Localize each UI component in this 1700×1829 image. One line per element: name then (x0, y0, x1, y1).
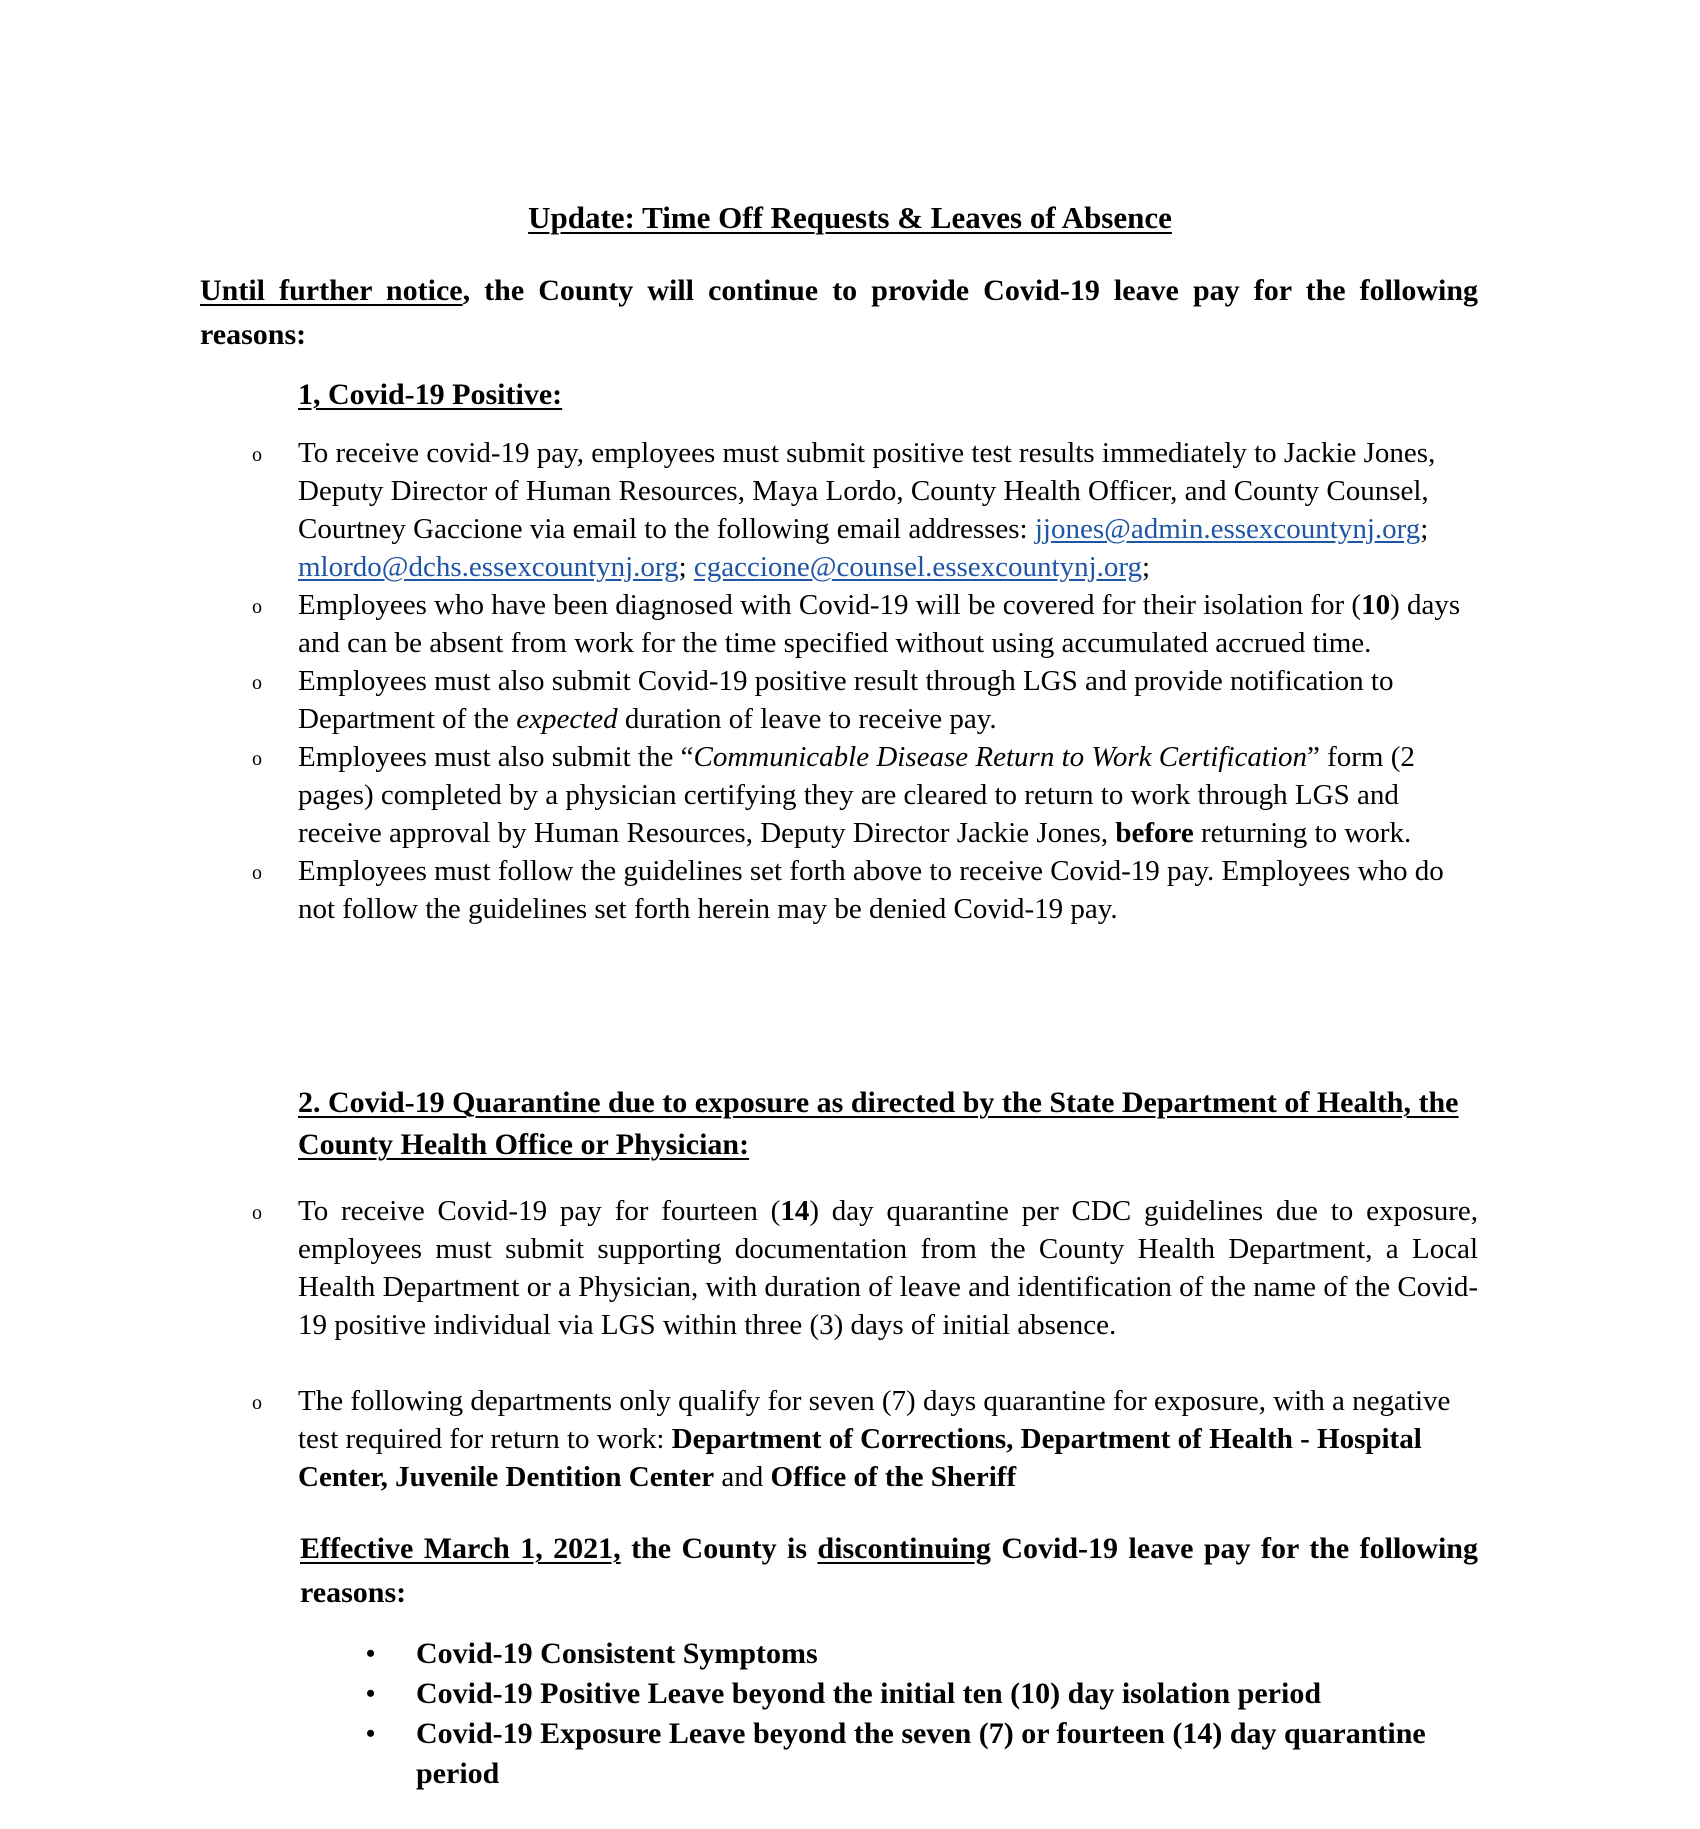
effective-verb: discontinuing (817, 1532, 991, 1565)
bullet-icon: • (366, 1639, 376, 1668)
list-item (248, 1382, 1478, 1496)
effective-mid: the County is (620, 1532, 818, 1565)
form-name: Communicable Disease Return to Work Certification (693, 741, 1307, 773)
effective-paragraph (300, 1527, 1478, 1615)
item-text: The following departments only qualify for seven (7) days quarantine for exposure, with a negative test required for return to work: (298, 1385, 1451, 1455)
email-link-mlordo[interactable]: mlordo@dchs.essexcountynj.org (298, 551, 679, 583)
list-item (248, 852, 1478, 928)
section2-list (248, 1192, 1478, 1496)
item-text: Covid-19 Consistent Symptoms (416, 1637, 818, 1670)
bullet-icon: • (366, 1679, 376, 1708)
document-title: Update: Time Off Requests & Leaves of Absence (528, 200, 1172, 235)
list-item (360, 1714, 1460, 1794)
item-text: To receive covid-19 pay, employees must submit positive test results immediately to Jackie Jones, Deputy Director of Human Resources, Maya Lordo, County Health Officer, and County Counsel, Courtney Gaccione via email to the following email addresses: (298, 437, 1436, 545)
item-text: ” form (2 pages) completed by a physician certifying they are cleared to return to work through LGS and receive approval by Human Resources, Deputy Director Jackie Jones, (298, 741, 1415, 849)
effective-date: Effective March 1, 2021, (300, 1532, 621, 1565)
list-item (248, 586, 1478, 662)
list-item (248, 434, 1478, 586)
item-bold: before (1115, 817, 1194, 849)
item-text: Employees must follow the guidelines set forth above to receive Covid-19 pay. Employees who do not follow the guidelines set forth herein may be denied Covid-19 pay. (298, 855, 1444, 925)
list-item (248, 738, 1478, 852)
list-item (248, 662, 1478, 738)
item-text: returning to work. (1193, 817, 1412, 849)
item-bold: 10 (1361, 589, 1391, 621)
circle-bullet-icon: o (252, 596, 262, 618)
item-italic: expected (516, 703, 618, 735)
list-item (360, 1674, 1460, 1714)
separator: ; (678, 551, 687, 583)
discontinued-list (360, 1634, 1460, 1794)
intro-paragraph (200, 269, 1478, 357)
intro-lead: Until further notice (200, 274, 463, 307)
email-link-jjones[interactable]: jjones@admin.essexcountynj.org (1034, 513, 1421, 545)
circle-bullet-icon: o (252, 672, 262, 694)
circle-bullet-icon: o (252, 748, 262, 770)
item-text: Employees must also submit Covid-19 positive result through LGS and provide notification to Department of the (298, 665, 1394, 735)
item-text: Covid-19 Exposure Leave beyond the seven (7) or fourteen (14) day quarantine period (416, 1717, 1426, 1790)
item-text: ) day quarantine per CDC guidelines due to exposure, employees must submit supporting documentation from the County Health Department, a Local Health Department or a Physician, with duration of leave and identification of the name of the Covid-19 positive individual via LGS within three (3) days of initial absence. (298, 1195, 1479, 1341)
item-bold: 14 (780, 1195, 810, 1227)
item-text: Employees who have been diagnosed with Covid-19 will be covered for their isolation for ( (298, 589, 1362, 621)
separator: ; (1420, 513, 1429, 545)
circle-bullet-icon: o (252, 1392, 262, 1414)
item-text: ) days and can be absent from work for the time specified without using accumulated accrued time. (298, 589, 1461, 659)
item-text: duration of leave to receive pay. (617, 703, 997, 735)
circle-bullet-icon: o (252, 444, 262, 466)
item-text: Covid-19 Positive Leave beyond the initial ten (10) day isolation period (416, 1677, 1322, 1710)
circle-bullet-icon: o (252, 1202, 262, 1224)
department-list: Department of Corrections, Department of Health - Hospital Center, Juvenile Dentition Center (298, 1423, 1422, 1493)
department-sheriff: Office of the Sheriff (770, 1461, 1017, 1493)
list-item (248, 1192, 1478, 1344)
effective-rest: Covid-19 leave pay for the following reasons: (300, 1532, 1478, 1609)
circle-bullet-icon: o (252, 862, 262, 884)
list-item (360, 1634, 1460, 1674)
item-text: To receive Covid-19 pay for fourteen ( (298, 1195, 781, 1227)
intro-rest: , the County will continue to provide Covid-19 leave pay for the following reasons: (200, 274, 1478, 351)
section1-list (248, 434, 1478, 928)
section2-heading: 2. Covid-19 Quarantine due to exposure as directed by the State Department of Health, the County Health Office or Physician: (298, 1086, 1459, 1161)
item-text: and (714, 1461, 771, 1493)
section1-heading: 1, Covid-19 Positive: (298, 378, 563, 411)
email-link-cgaccione[interactable]: cgaccione@counsel.essexcountynj.org (693, 551, 1143, 583)
item-text: Employees must also submit the “ (298, 741, 694, 773)
bullet-icon: • (366, 1719, 376, 1748)
separator: ; (1142, 551, 1151, 583)
